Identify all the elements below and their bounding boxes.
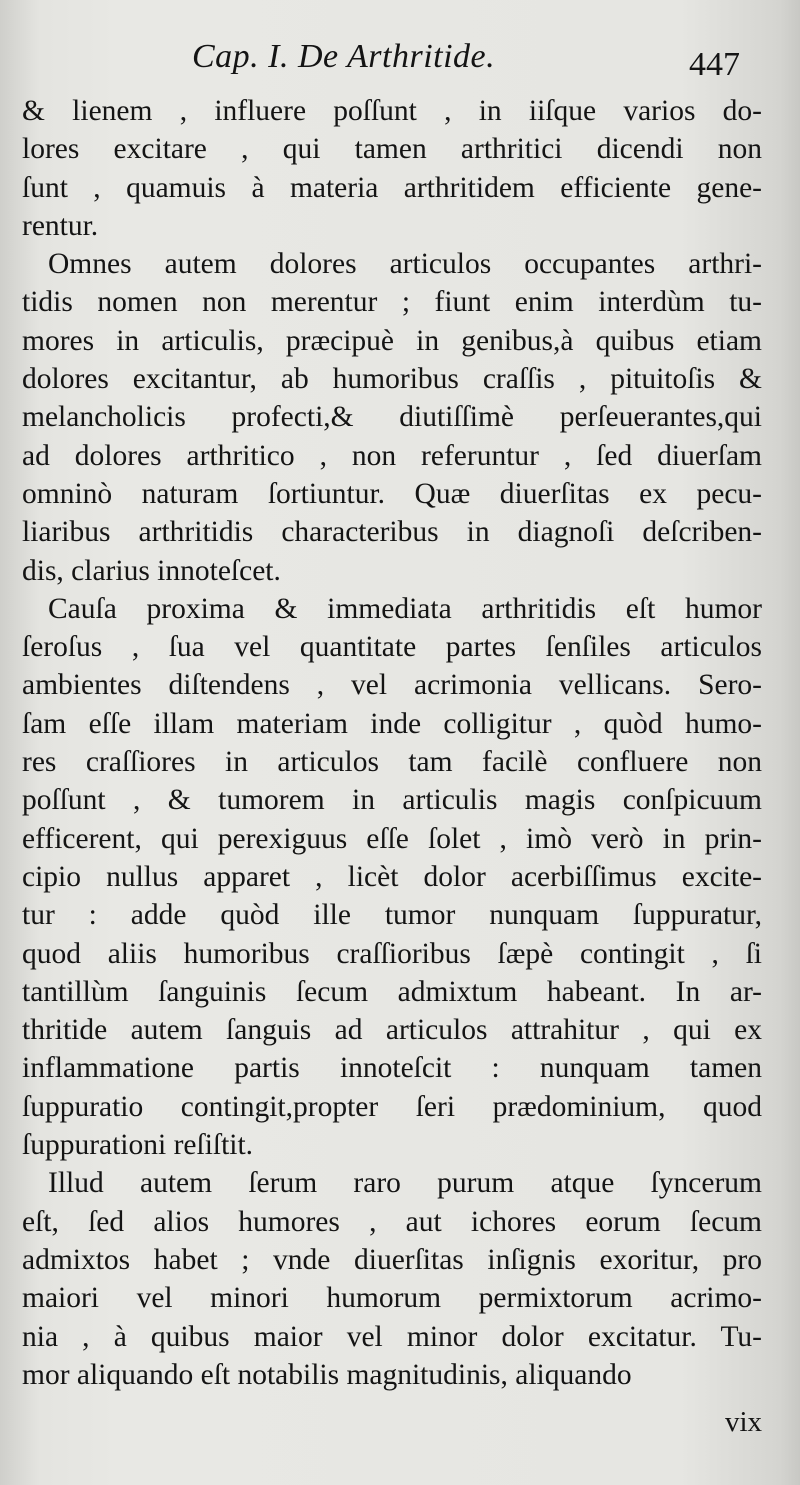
text-line: Omnes autem dolores articulos occupantes arthri- [48, 248, 762, 281]
paragraph [22, 1164, 762, 1394]
text-line: thritide autem ſanguis ad articulos attrahitur , qui ex [22, 1014, 762, 1047]
text-line: quod aliis humoribus craſſioribus ſæpè contingit , ſi [22, 937, 762, 970]
text-line: tur : adde quòd ille tumor nunquam ſuppuratur, [22, 899, 762, 932]
text-line: res craſſiores in articulos tam facilè confluere non [22, 746, 762, 779]
paragraph [22, 92, 762, 245]
text-line: ſam eſſe illam materiam inde colligitur , quòd humo- [22, 707, 762, 740]
body-text [22, 92, 762, 1394]
text-line: melancholicis profecti,& diutiſſimè perſeuerantes,qui [22, 401, 762, 434]
text-line: tidis nomen non merentur ; fiunt enim interdùm tu- [22, 286, 762, 319]
text-line: & lienem , influere poſſunt , in iiſque varios do- [22, 95, 762, 127]
text-line: maiori vel minori humorum permixtorum acrimo- [22, 1282, 762, 1315]
text-line: nia , à quibus maior vel minor dolor excitatur. Tu- [22, 1320, 762, 1353]
text-line: poſſunt , & tumorem in articulis magis conſpicuum [22, 784, 762, 817]
text-line: ad dolores arthritico , non referuntur , ſed diuerſam [22, 439, 762, 472]
text-line: liaribus arthritidis characteribus in diagnoſi deſcriben- [22, 516, 762, 549]
text-line: dis, clarius innoteſcet. [22, 554, 281, 587]
text-line: dolores excitantur, ab humoribus craſſis , pituitoſis & [22, 363, 762, 396]
paragraph [22, 590, 762, 1164]
text-line: eſt, ſed alios humores , aut ichores eorum ſecum [22, 1205, 762, 1238]
text-line: Illud autem ſerum raro purum atque ſyncerum [48, 1167, 762, 1200]
text-line: inflammatione partis innoteſcit : nunquam tamen [22, 1052, 762, 1085]
page-number: 447 [689, 46, 740, 83]
text-line: ſuppuratio contingit,propter ſeri prædominium, quod [22, 1090, 762, 1123]
text-line: mor aliquando eſt notabilis magnitudinis, aliquando [22, 1358, 632, 1391]
text-line: ſunt , quamuis à materia arthritidem efficiente gene- [22, 171, 762, 204]
paragraph [22, 245, 762, 590]
text-line: omninò naturam ſortiuntur. Quæ diuerſitas ex pecu- [22, 477, 762, 510]
catchword: vix [724, 1406, 762, 1438]
text-line: cipio nullus apparet , licèt dolor acerbiſſimus excite- [22, 860, 762, 893]
text-line: admixtos habet ; vnde diuerſitas inſignis exoritur, pro [22, 1243, 762, 1276]
running-title: Cap. I. De Arthritide. [192, 38, 496, 75]
text-line: efficerent, qui perexiguus eſſe ſolet , imò verò in prin- [22, 822, 762, 855]
text-line: Cauſa proxima & immediata arthritidis eſt humor [48, 592, 762, 625]
text-line: ſeroſus , ſua vel quantitate partes ſenſiles articulos [22, 631, 762, 664]
text-line: tantillùm ſanguinis ſecum admixtum habeant. In ar- [22, 975, 762, 1008]
text-line: mores in articulis, præcipuè in genibus,à quibus etiam [22, 324, 762, 357]
text-line: rentur. [22, 209, 99, 242]
running-head [22, 38, 762, 92]
text-line: ſuppurationi reſiſtit. [22, 1129, 254, 1162]
text-line: lores excitare , qui tamen arthritici dicendi non [22, 133, 762, 166]
text-line: ambientes diſtendens , vel acrimonia vellicans. Sero- [22, 669, 762, 702]
